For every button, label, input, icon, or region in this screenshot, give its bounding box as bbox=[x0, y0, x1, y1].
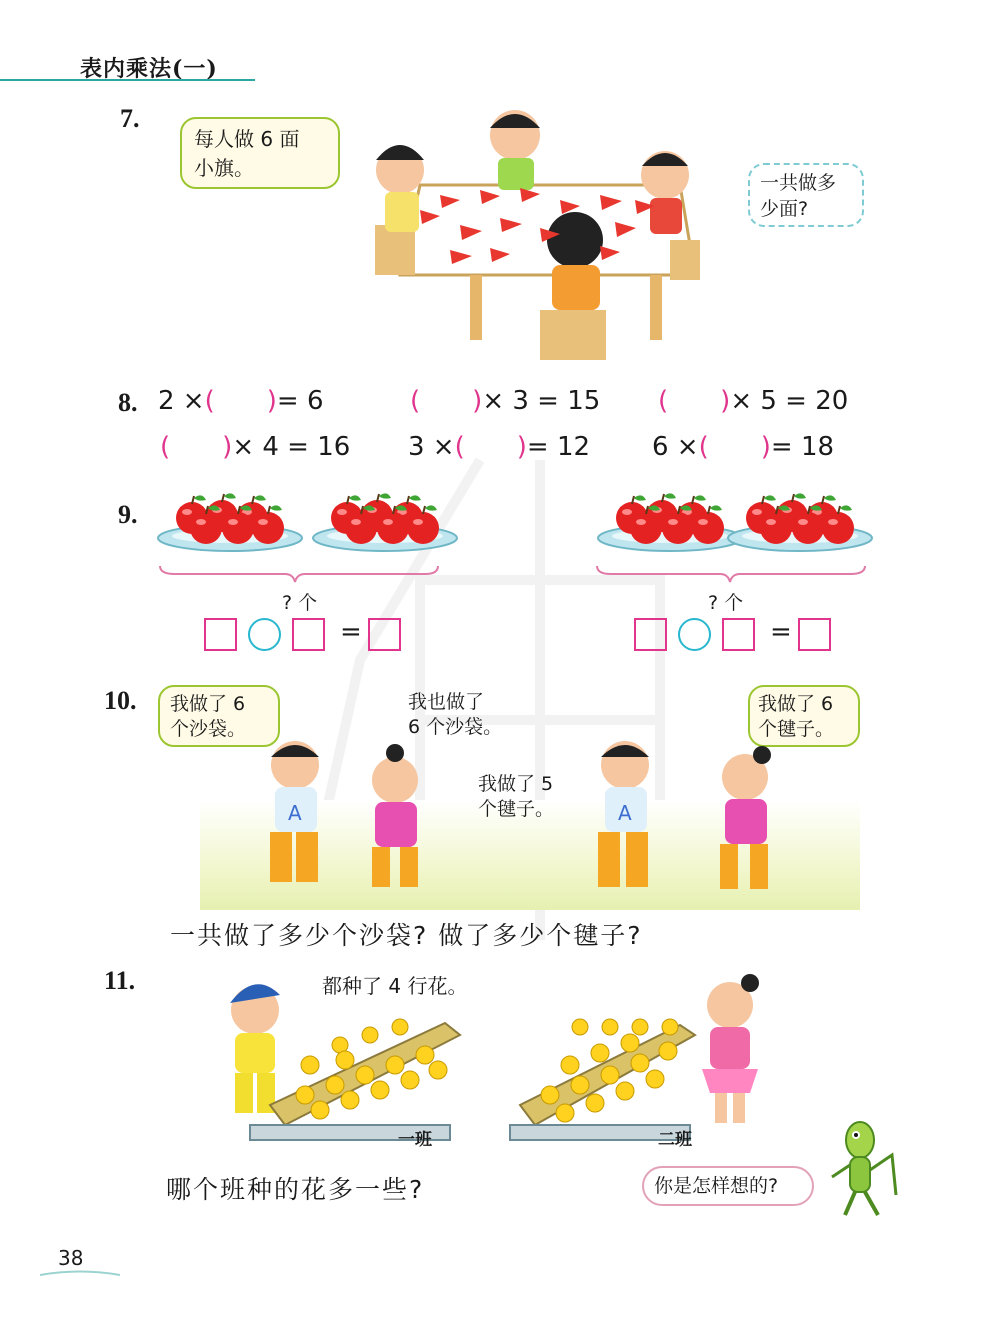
bubble-line: 我也做了 bbox=[408, 691, 485, 713]
q11-caption: 都种了 4 行花。 bbox=[322, 974, 468, 998]
header-rule bbox=[0, 79, 255, 81]
operator-circle[interactable] bbox=[248, 618, 281, 651]
eq-blank-open: ( bbox=[454, 432, 465, 462]
eq-right: × 3 = 15 bbox=[482, 386, 601, 416]
eq-blank-open: ( bbox=[160, 432, 171, 462]
q8-equation-6 bbox=[652, 432, 834, 462]
apple-plates-illustration bbox=[155, 490, 875, 585]
eq-right: = 6 bbox=[276, 386, 324, 416]
class-2-label: 二班 bbox=[658, 1130, 692, 1150]
q10-speech-text-2 bbox=[408, 690, 502, 740]
children-with-sandbags-and-shuttlecocks-illustration bbox=[240, 735, 800, 900]
bubble-line: 我做了 6 bbox=[758, 693, 834, 715]
operator-circle[interactable] bbox=[678, 618, 711, 651]
question-8-number: 8. bbox=[118, 388, 138, 417]
eq-blank-close: ) bbox=[720, 386, 731, 416]
eq-blank-open: ( bbox=[698, 432, 709, 462]
question-9-number: 9. bbox=[118, 500, 138, 529]
equals-sign: = bbox=[340, 617, 362, 647]
bubble-line: 6 个沙袋。 bbox=[408, 716, 503, 738]
answer-box[interactable] bbox=[292, 618, 325, 651]
q9-right-total-label: ? 个 bbox=[708, 592, 744, 614]
q7-speech-bubble-right bbox=[748, 163, 864, 227]
bubble-line: 我做了 6 bbox=[170, 693, 246, 715]
answer-box[interactable] bbox=[634, 618, 667, 651]
answer-box[interactable] bbox=[798, 618, 831, 651]
svg-text:A: A bbox=[618, 801, 632, 825]
hint-text: 你是怎样想的? bbox=[654, 1175, 779, 1197]
eq-right: × 5 = 20 bbox=[730, 386, 849, 416]
bubble-line: 个毽子。 bbox=[758, 718, 835, 740]
bubble-line: 每人做 6 面 bbox=[194, 127, 300, 151]
svg-text:A: A bbox=[288, 801, 302, 825]
answer-box[interactable] bbox=[204, 618, 237, 651]
page-header-title: 表内乘法(一) bbox=[80, 56, 218, 82]
answer-box[interactable] bbox=[368, 618, 401, 651]
q7-speech-bubble-left bbox=[180, 117, 340, 189]
eq-blank-close: ) bbox=[516, 432, 527, 462]
eq-blank-open: ( bbox=[204, 386, 215, 416]
q11-question-text: 哪个班种的花多一些? bbox=[166, 1175, 425, 1204]
q8-equation-4 bbox=[160, 432, 350, 462]
q8-equation-3 bbox=[658, 386, 848, 416]
bubble-line: 我做了 5 bbox=[478, 773, 554, 795]
q8-equation-5 bbox=[408, 432, 590, 462]
eq-right: × 4 = 16 bbox=[232, 432, 351, 462]
flower-beds-illustration bbox=[210, 965, 790, 1145]
page-number: 38 bbox=[58, 1246, 84, 1270]
eq-blank-open: ( bbox=[658, 386, 669, 416]
class-1-label: 一班 bbox=[398, 1130, 432, 1150]
bubble-line: 个沙袋。 bbox=[170, 718, 247, 740]
hint-speech-bubble bbox=[642, 1166, 814, 1206]
eq-blank-close: ) bbox=[266, 386, 277, 416]
eq-right: = 12 bbox=[526, 432, 591, 462]
q8-equation-2 bbox=[410, 386, 600, 416]
eq-left: 2 × bbox=[158, 386, 205, 416]
equals-sign: = bbox=[770, 617, 792, 647]
eq-blank-close: ) bbox=[760, 432, 771, 462]
bubble-line: 少面? bbox=[760, 198, 809, 220]
q8-equation-1 bbox=[158, 386, 324, 416]
children-making-flags-illustration bbox=[360, 100, 720, 365]
q9-left-total-label: ? 个 bbox=[282, 592, 318, 614]
bubble-line: 个毽子。 bbox=[478, 798, 555, 820]
bubble-line: 小旗。 bbox=[194, 156, 254, 180]
question-11-number: 11. bbox=[104, 966, 136, 995]
answer-box[interactable] bbox=[722, 618, 755, 651]
eq-blank-close: ) bbox=[472, 386, 483, 416]
bubble-line: 一共做多 bbox=[760, 172, 837, 194]
page-number-swoosh bbox=[40, 1270, 120, 1280]
question-7-number: 7. bbox=[120, 104, 140, 133]
eq-left: 6 × bbox=[652, 432, 699, 462]
eq-blank-open: ( bbox=[410, 386, 421, 416]
eq-left: 3 × bbox=[408, 432, 455, 462]
question-10-number: 10. bbox=[104, 686, 137, 715]
grasshopper-mascot-icon bbox=[820, 1115, 900, 1220]
q10-question-text: 一共做了多少个沙袋? 做了多少个毽子? bbox=[170, 921, 643, 950]
eq-right: = 18 bbox=[770, 432, 835, 462]
eq-blank-close: ) bbox=[222, 432, 233, 462]
